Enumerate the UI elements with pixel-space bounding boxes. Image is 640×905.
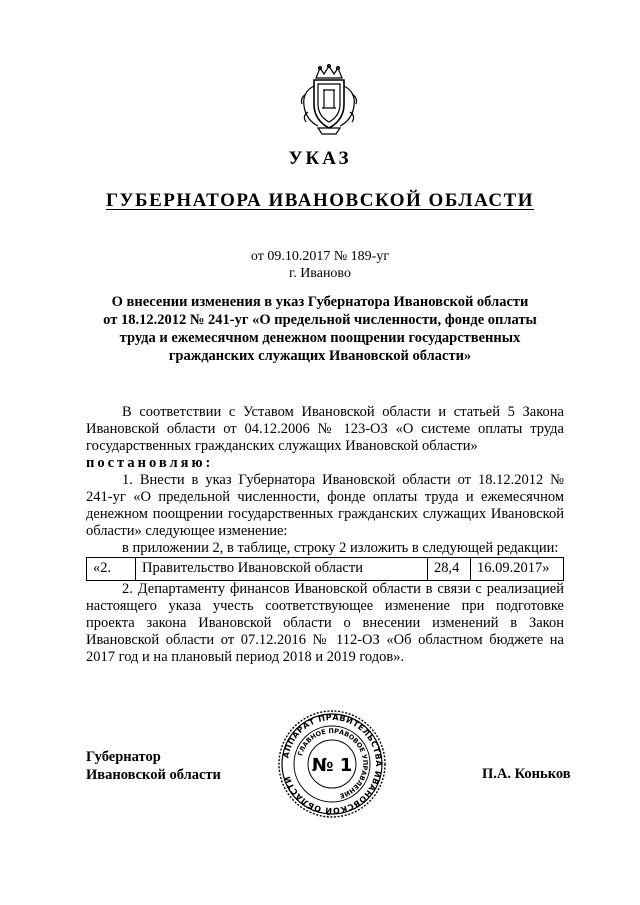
- table-cell-organization: Правительство Ивановской области: [136, 558, 428, 581]
- item-1-sub: в приложении 2, в таблице, строку 2 изложить в следующей редакции:: [122, 540, 559, 556]
- table-cell-date: 16.09.2017»: [471, 558, 564, 581]
- seal-inner-text: ГЛАВНОЕ ПРАВОВОЕ УПРАВЛЕНИЕ: [296, 726, 370, 800]
- table-row: [87, 558, 564, 581]
- amendment-table: [86, 557, 564, 581]
- seal-number: № 1: [311, 755, 353, 776]
- subject-line: О внесении изменения в указ Губернатора Ивановской области: [111, 294, 529, 310]
- official-seal: [276, 708, 388, 820]
- city: г. Иваново: [289, 266, 351, 281]
- signer-name: П.А. Коньков: [482, 766, 571, 782]
- document-title: УКАЗ: [288, 148, 352, 169]
- date-block: [0, 248, 640, 282]
- preamble: В соответствии с Уставом Ивановской области и статьей 5 Закона Ивановской области от 04.12.2006 № 123-ОЗ «О системе оплаты труда государственных гражданских служащих Ивановской области»: [86, 404, 564, 454]
- document-issuer: ГУБЕРНАТОРА ИВАНОВСКОЙ ОБЛАСТИ: [105, 190, 535, 211]
- decree-word: постановляю:: [86, 455, 214, 471]
- item-1: 1. Внести в указ Губернатора Ивановской области от 18.12.2012 № 241-уг «О предельной численности, фонде оплаты труда и ежемесячном денежном поощрении государственных гражданских служащих Ивановской области» следующее изменение:: [86, 472, 564, 539]
- seal-outer-text: АППАРАТ ПРАВИТЕЛЬСТВА ИВАНОВСКОЙ ОБЛАСТИ: [281, 712, 384, 816]
- item-2: 2. Департаменту финансов Ивановской области в связи с реализацией настоящего указа учесть соответствующее изменение при подготовке проекта закона Ивановской области о внесении изменений в Закон Ивановской области от 07.12.2016 № 112-ОЗ «Об областном бюджете на 2017 год и на плановый период 2018 и 2019 годов».: [86, 581, 564, 665]
- table-cell-number: «2.: [87, 558, 136, 581]
- signer-position: [86, 748, 221, 784]
- subject-line: от 18.12.2012 № 241-уг «О предельной численности, фонде оплаты: [103, 312, 537, 328]
- date-number: от 09.10.2017 № 189-уг: [250, 249, 390, 264]
- document-body: [86, 404, 564, 666]
- signer-position-line: Ивановской области: [86, 767, 221, 783]
- subject-line: гражданских служащих Ивановской области»: [168, 348, 472, 364]
- document-subject: [96, 293, 544, 365]
- coat-of-arms-icon: [296, 64, 362, 136]
- signer-position-line: Губернатор: [86, 749, 161, 765]
- subject-line: труда и ежемесячном денежном поощрении государственных: [119, 330, 521, 346]
- table-cell-amount: 28,4: [428, 558, 471, 581]
